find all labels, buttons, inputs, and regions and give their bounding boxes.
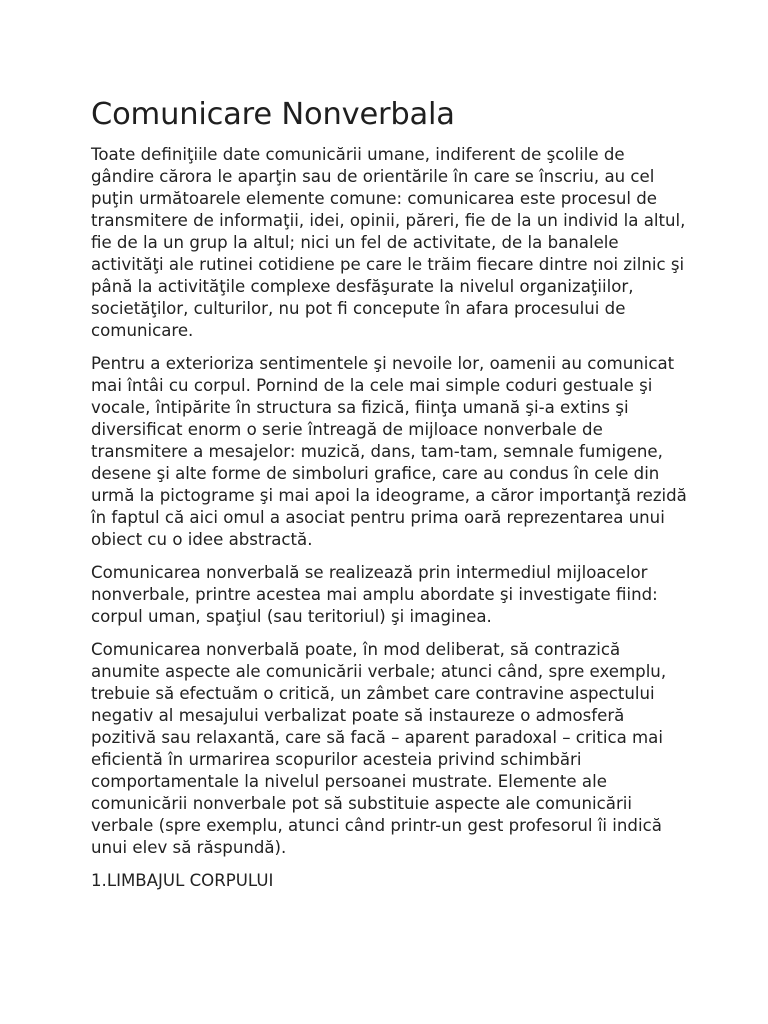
section-heading: 1.LIMBAJUL CORPULUI [91,871,274,890]
paragraph-definitions: Toate definiţiile date comunicării umane, indiferent de şcolile de gândire cărora le aparţin sau de orientările în care se înscriu, au cel puţin următoarele elemente comune: comunicarea este procesul de transmitere de informaţii, idei, opinii, păreri, fie de la un individ la altul, fie de la un grup la altul; nici un fel de activitate, de la banalele activităţi ale rutinei cotidiene pe care le trăim fiecare dintre noi zilnic şi până la activităţile complexe desfăşurate la nivelul organizaţiilor, societăţilor, culturilor, nu pot fi concepute în afara procesului de comunicare. [91,145,686,340]
document-title: Comunicare Nonverbala [91,97,455,132]
paragraph-history: Pentru a exterioriza sentimentele şi nevoile lor, oamenii au comunicat mai întâi cu corpul. Pornind de la cele mai simple coduri gestuale şi vocale, întipărite în structura sa fizică, fiinţa umană şi-a extins şi diversificat enorm o serie întreagă de mijloace nonverbale de transmitere a mesajelor: muzică, dans, tam-tam, semnale fumigene, desene şi alte forme de simboluri grafice, care au condus în cele din urmă la pictograme şi mai apoi la ideograme, a căror importanţă rezidă în faptul că aici omul a asociat pentru prima oară reprezentarea unui obiect cu o idee abstractă. [91,354,687,549]
paragraph-means: Comunicarea nonverbală se realizează prin intermediul mijloacelor nonverbale, printre acestea mai amplu abordate şi investigate fiind: corpul uman, spaţiul (sau teritoriul) şi imaginea. [91,563,658,626]
document-page [91,94,691,892]
paragraph-contradiction: Comunicarea nonverbală poate, în mod deliberat, să contrazică anumite aspecte ale comunicării verbale; atunci când, spre exemplu, trebuie să efectuăm o critică, un zâmbet care contravine aspectului negativ al mesajului verbalizat poate să instaureze o admosferă pozitivă sau relaxantă, care să facă – aparent paradoxal – critica mai eficientă în urmarirea scopurilor acesteia privind schimbări comportamentale la nivelul persoanei mustrate. Elemente ale comunicării nonverbale pot să substituie aspecte ale comunicării verbale (spre exemplu, atunci când printr-un gest profesorul îi indică unui elev să răspundă). [91,640,667,857]
